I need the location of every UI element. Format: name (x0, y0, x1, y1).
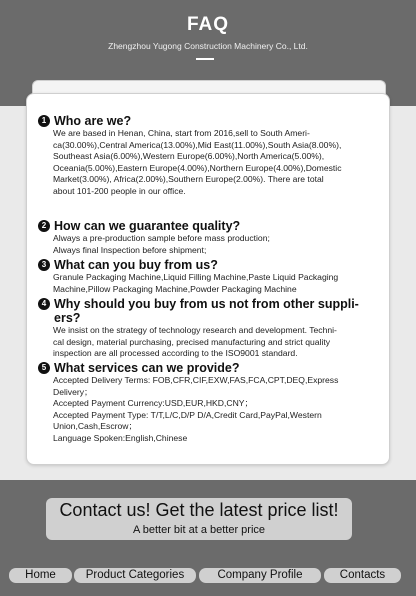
nav-home-button[interactable]: Home (9, 568, 72, 583)
contact-tagline: A better bit at a better price (132, 524, 266, 536)
faq-answer-5 (53, 375, 374, 445)
faq-item-5 (38, 361, 374, 445)
answer-line: inspection are all processed according to the ISO9001 standard. (53, 348, 298, 359)
faq-answer-2 (53, 233, 374, 256)
faq-item-2 (38, 219, 374, 256)
question-text: How can we guarantee quality? (54, 219, 241, 233)
answer-line: Accepted Payment Type: T/T,L/C,D/P D/A,Credit Card,PayPal,Western (53, 409, 322, 420)
answer-line: ca(30.00%),Central America(13.00%),Mid East(11.00%),South Asia(8.00%), (53, 139, 342, 150)
answer-line: Accepted Payment Currency:USD,EUR,HKD,CNY； (53, 398, 254, 409)
number-badge-icon: 1 (38, 115, 50, 127)
answer-line: Always a pre-production sample before mass production; (53, 233, 270, 243)
answer-line: about 101-200 people in our office. (53, 185, 186, 196)
company-name: Zhengzhou Yugong Construction Machinery Co., Ltd. (108, 41, 308, 51)
nav-company-profile-button[interactable]: Company Profile (199, 568, 321, 583)
number-badge-icon: 2 (38, 220, 50, 232)
question-text: ers? (54, 311, 81, 325)
question-text: Why should you buy from us not from other suppli- (54, 297, 359, 311)
answer-line: Accepted Delivery Terms: FOB,CFR,CIF,EXW,FAS,FCA,CPT,DEQ,Express (53, 375, 339, 385)
question-text: What can you buy from us? (54, 258, 218, 272)
number-badge-icon: 5 (38, 362, 50, 374)
contact-banner[interactable] (46, 498, 352, 540)
nav-product-categories-button[interactable]: Product Categories (74, 568, 196, 583)
faq-question-3 (38, 258, 374, 272)
faq-question-4-cont (54, 311, 374, 325)
bottom-nav (9, 568, 407, 583)
answer-line: Market(3.00%), Africa(2.00%),Southern Europe(2.00%). There are total (53, 174, 324, 185)
number-badge-icon: 4 (38, 298, 50, 310)
answer-line: cal design, material purchasing, precised manufacturing and strict quality (53, 336, 331, 347)
faq-question-4 (38, 297, 374, 311)
answer-line: Language Spoken:English,Chinese (53, 432, 188, 443)
page-title: FAQ (186, 14, 230, 35)
answer-line: Union,Cash,Escrow； (53, 421, 138, 432)
title-underline (196, 58, 214, 60)
answer-line: Granule Packaging Machine,Liquid Filling Machine,Paste Liquid Packaging (53, 272, 339, 282)
faq-answer-1 (53, 128, 374, 198)
faq-answer-3 (53, 272, 374, 295)
question-text: What services can we provide? (54, 361, 240, 375)
question-text: Who are we? (54, 114, 132, 128)
nav-contacts-button[interactable]: Contacts (324, 568, 401, 583)
answer-line: Southeast Asia(6.00%),Western Europe(6.00%),North America(5.00%), (53, 151, 325, 162)
faq-item-1 (38, 114, 374, 198)
answer-line: Always final Inspection before shipment; (53, 244, 207, 255)
answer-line: We are based in Henan, China, start from 2016,sell to South Ameri- (53, 128, 310, 138)
faq-item-3 (38, 258, 374, 295)
contact-headline: Contact us! Get the latest price list! (59, 500, 339, 520)
faq-question-2 (38, 219, 374, 233)
faq-card (26, 93, 390, 465)
answer-line: Delivery； (53, 386, 93, 397)
faq-item-4 (38, 297, 374, 360)
faq-question-1 (38, 114, 374, 128)
answer-line: Oceania(5.00%),Eastern Europe(4.00%),Northern Europe(4.00%),Domestic (53, 162, 342, 173)
answer-line: Machine,Pillow Packaging Machine,Powder Packaging Machine (53, 283, 297, 294)
faq-answer-4 (53, 325, 374, 360)
number-badge-icon: 3 (38, 259, 50, 271)
faq-question-5 (38, 361, 374, 375)
answer-line: We insist on the strategy of technology research and development. Techni- (53, 325, 337, 335)
